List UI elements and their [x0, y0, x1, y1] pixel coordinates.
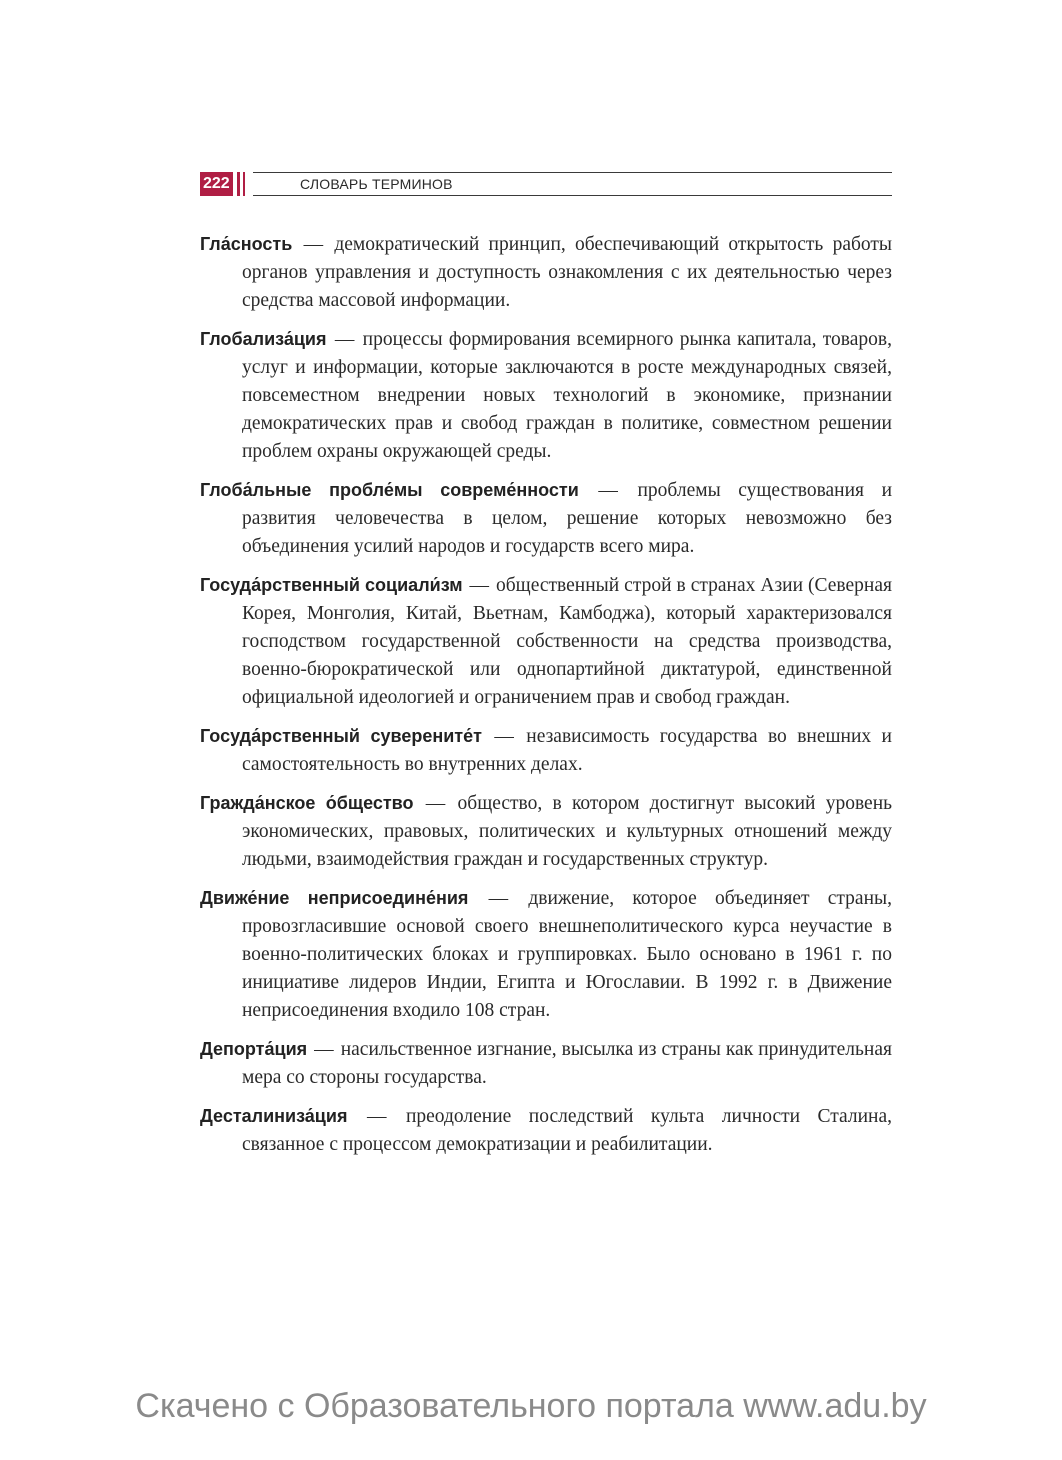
download-source-note: Скачено с Образовательного портала www.adu.by [135, 1387, 927, 1425]
glossary-definition: демократический принцип, обеспечивающий открытость работы органов управления и доступность ознакомления с их деятельностью через средства массовой информации. [242, 234, 893, 311]
em-dash: — [425, 793, 446, 814]
em-dash: — [469, 575, 490, 596]
header-rule-bottom [253, 195, 892, 196]
header-accent-bar [243, 172, 245, 196]
section-title: СЛОВАРЬ ТЕРМИНОВ [300, 176, 453, 192]
glossary-term: Гражда́нское о́бщество [200, 793, 414, 813]
glossary-term: Гла́сность [200, 234, 293, 254]
glossary-entry [200, 325, 892, 466]
em-dash: — [366, 1106, 387, 1127]
glossary-term: Госуда́рственный социали́зм [200, 575, 463, 595]
glossary-definition: движение, которое объединяет страны, провозгласившие основой своего внешнеполитического курса неучастие в военно-политических блоках и группировках. Было основано в 1961 г. по инициативе лидеров Индии, Египта и Югославии. В 1992 г. в Движение неприсоединения входило 108 стран. [242, 888, 892, 1021]
glossary-entry [200, 571, 892, 712]
glossary-entry [200, 789, 892, 874]
em-dash: — [334, 329, 355, 350]
glossary-entry [200, 884, 892, 1025]
glossary-list [200, 230, 892, 1169]
glossary-entry [200, 722, 892, 779]
glossary-definition: преодоление последствий культа личности Сталина, связанное с процессом демократизации и реабилитации. [242, 1106, 893, 1155]
glossary-definition: общество, в котором достигнут высокий уровень экономических, правовых, политических и культурных отношений между людьми, взаимодействия граждан и государственных структур. [242, 793, 893, 870]
glossary-entry [200, 476, 892, 561]
glossary-term: Глобализа́ция [200, 329, 327, 349]
glossary-term: Движе́ние неприсоедине́ния [200, 888, 469, 908]
glossary-definition: насильственное изгнание, высылка из страны как принудительная мера со стороны государства. [242, 1039, 892, 1088]
glossary-definition: независимость государства во внешних и самостоятельность во внутренних делах. [242, 726, 892, 775]
glossary-definition: проблемы существования и развития человечества в целом, решение которых невозможно без объединения усилий народов и государств всего мира. [242, 480, 893, 557]
header-accent-bar [237, 172, 240, 196]
glossary-definition: процессы формирования всемирного рынка капитала, товаров, услуг и информации, которые заключаются в росте международных связей, повсеместном внедрении новых технологий в экономике, признании демократических прав и свобод граждан в политике, совместном решении проблем охраны окружающей среды. [242, 329, 892, 462]
glossary-term: Госуда́рственный суверените́т [200, 726, 482, 746]
glossary-entry [200, 230, 892, 315]
page-header [200, 172, 892, 196]
glossary-term: Депорта́ция [200, 1039, 308, 1059]
glossary-entry [200, 1102, 892, 1159]
page-number: 222 [200, 172, 233, 196]
glossary-entry [200, 1035, 892, 1092]
em-dash: — [488, 888, 509, 909]
em-dash: — [314, 1039, 334, 1060]
header-rule-top [253, 172, 892, 173]
em-dash: — [303, 234, 324, 255]
glossary-term: Десталиниза́ция [200, 1106, 348, 1126]
em-dash: — [494, 726, 514, 747]
glossary-definition: общественный строй в странах Азии (Северная Корея, Монголия, Китай, Вьетнам, Камбоджа), который характеризовался господством государственной собственности на средства производства, военно-бюрократической или однопартийной диктатурой, единственной официальной идеологией и ограничением прав и свобод граждан. [242, 575, 892, 708]
glossary-term: Глоба́льные пробле́мы совреме́нности [200, 480, 579, 500]
em-dash: — [598, 480, 618, 501]
